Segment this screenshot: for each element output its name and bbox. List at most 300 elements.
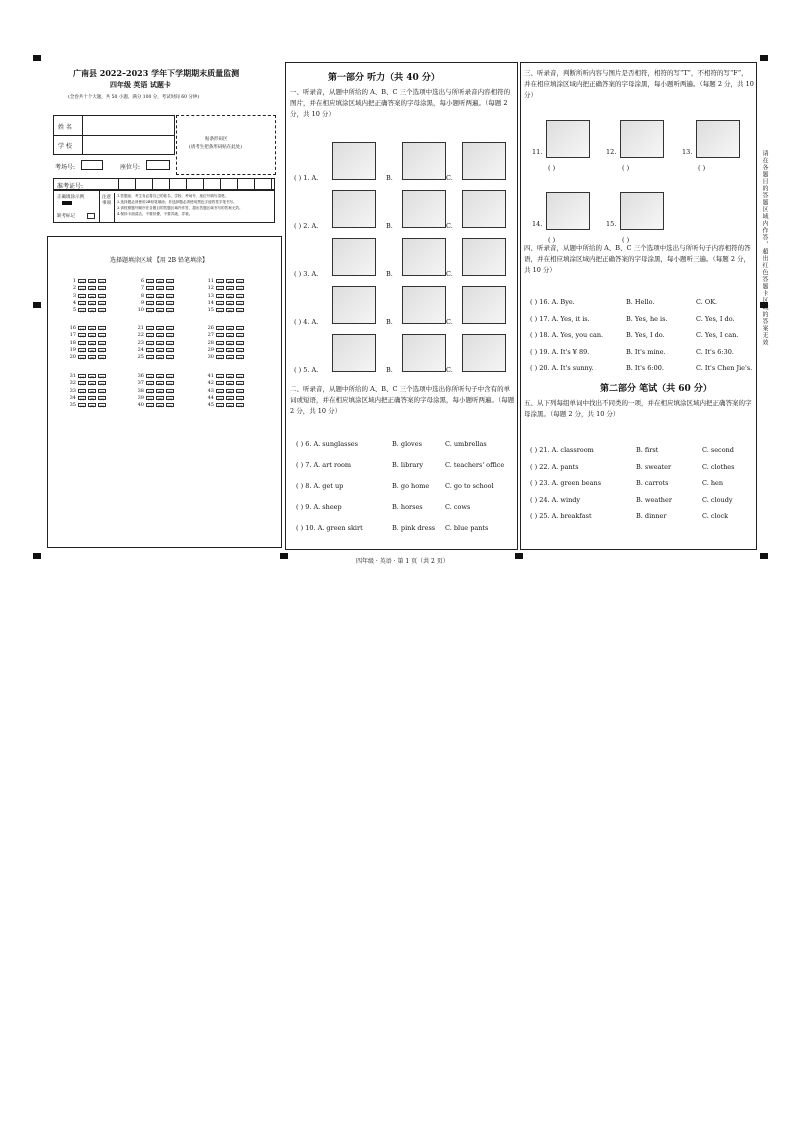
option-letter: B.: [386, 366, 393, 374]
question-number: 5: [72, 307, 76, 314]
picture-option-4-b: [402, 286, 446, 324]
question-20: ( ) 20. A. It's sunny.: [530, 364, 594, 372]
answer-bubble[interactable]: [A]: [79, 396, 85, 401]
option-c: C. go to school: [445, 482, 494, 490]
answer-bubble[interactable]: [A]: [217, 309, 223, 314]
question-number: 40: [137, 402, 144, 409]
question-number: 32: [69, 380, 76, 387]
answer-bubble[interactable]: [B]: [89, 382, 95, 387]
answer-bubble[interactable]: [C]: [99, 404, 105, 409]
question-number: 13: [207, 292, 214, 299]
question-number: 21: [137, 325, 144, 331]
answer-bubble[interactable]: [C]: [167, 404, 173, 409]
answer-bubble[interactable]: [A]: [79, 404, 85, 409]
answer-bubble[interactable]: [A]: [217, 301, 223, 306]
answer-bubble[interactable]: [B]: [227, 348, 233, 353]
answer-bubble[interactable]: [B]: [157, 334, 163, 339]
picture-14: [546, 192, 590, 230]
name-field[interactable]: [84, 118, 172, 133]
answer-bubble[interactable]: [A]: [79, 375, 85, 379]
question-number: 35: [69, 402, 76, 409]
answer-bubble[interactable]: [C]: [237, 389, 243, 394]
option-c: C. OK.: [696, 298, 718, 306]
answer-bubble[interactable]: [A]: [217, 280, 223, 284]
answer-bubble[interactable]: [C]: [237, 327, 243, 331]
answer-bubble[interactable]: [A]: [217, 404, 223, 409]
answer-bubble[interactable]: [A]: [79, 294, 85, 299]
answer-bubble[interactable]: [B]: [157, 356, 163, 361]
option-letter: C.: [446, 222, 453, 230]
school-label: 学 校: [58, 143, 72, 150]
section1-instructions: 一、听录音，从题中所给的 A、B、C 三个选项中选出与所听录音内容相符的图片，并在相应填涂区域内把正确答案的字母涂黑，每小题听两遍。（每题 2 分，共 10 分）: [290, 88, 511, 118]
answer-bubble[interactable]: [C]: [99, 301, 105, 306]
notes-box: [53, 190, 275, 223]
question-17: ( ) 17. A. Yes, it is.: [530, 314, 590, 323]
section2-instructions: 二、听录音，从题中所给的 A、B、C 三个选项中选出你所听句子中含有的单词或短语，并在相应填涂区域内把正确答案的字母涂黑，每小题听两遍。（每题 2 分，共 10 分）: [290, 385, 515, 415]
question-number: 11.: [532, 148, 543, 156]
exam-id-field[interactable]: [102, 179, 274, 189]
question-8: ( ) 8. A. get up: [296, 482, 344, 490]
question-number: 42: [207, 380, 214, 387]
answer-bubble[interactable]: [C]: [237, 341, 243, 346]
option-c: C. Yes, I do.: [696, 314, 735, 323]
option-b: B. sweater: [636, 462, 672, 471]
answer-bubble[interactable]: [C]: [237, 294, 243, 299]
answer-bubble[interactable]: [C]: [167, 301, 173, 306]
notes-list: 1.答题前，考生务必将自己的姓名、学校、考场号、座位号填写清楚。 2.选择题必须使用2B铅笔填涂；非选择题必须使用黑色字迹的签字笔书写。 3.请按照题号顺序在各题目的答题区域内作答，超出答题区域书写的答案无效。 4.保持卡面清洁，不要折叠，不要弄破、弄皱。: [117, 194, 243, 216]
registration-mark: [760, 55, 768, 61]
answer-bubble[interactable]: [C]: [99, 356, 105, 361]
question-number: 6: [140, 278, 144, 284]
answer-bubble[interactable]: [A]: [147, 294, 153, 299]
answer-bubble[interactable]: [B]: [227, 334, 233, 339]
answer-bubble[interactable]: [A]: [147, 327, 153, 331]
answer-bubble[interactable]: [A]: [79, 334, 85, 339]
page-title: 广南县 2022–2023 学年下学期期末质量监测: [73, 68, 240, 78]
barcode-note: (请考生把条形码贴在此处): [189, 145, 243, 150]
answer-bubble[interactable]: [A]: [79, 309, 85, 314]
answer-bubble[interactable]: [C]: [99, 396, 105, 401]
answer-bubble[interactable]: [B]: [227, 301, 233, 306]
picture-13: [696, 120, 740, 158]
exam-id-label: 准考证号:: [57, 183, 84, 190]
answer-bubble[interactable]: [C]: [167, 309, 173, 314]
answer-bubble[interactable]: [B]: [157, 404, 163, 409]
question-23: ( ) 23. A. green beans: [530, 479, 602, 487]
question-number: 26: [207, 325, 214, 331]
option-b: B. Yes, he is.: [626, 314, 668, 323]
answer-bubble[interactable]: [C]: [99, 309, 105, 314]
question-number: 7: [140, 285, 144, 292]
picture-option-3-c: [462, 238, 506, 276]
answer-bubble[interactable]: [C]: [167, 280, 173, 284]
answer-bubble[interactable]: [A]: [79, 356, 85, 361]
answer-bubble[interactable]: [B]: [157, 382, 163, 387]
question-number: 36: [137, 373, 144, 379]
answer-bubble[interactable]: [C]: [99, 287, 105, 292]
option-letter: B.: [386, 174, 393, 182]
question-6: ( ) 6. A. sunglasses: [296, 440, 358, 448]
answer-bubble[interactable]: [A]: [147, 404, 153, 409]
q5-label: ( ) 5. A.: [294, 366, 319, 374]
answer-bubble[interactable]: [B]: [157, 375, 163, 379]
question-22: ( ) 22. A. pants: [530, 462, 579, 471]
answer-bubble[interactable]: [A]: [147, 375, 153, 379]
barcode-area: [176, 115, 276, 175]
question-number: 8: [140, 292, 144, 299]
question-number: 39: [137, 394, 144, 401]
question-number: 22: [137, 332, 144, 339]
option-c: C. blue pants: [445, 524, 489, 532]
answer-bubble[interactable]: [A]: [217, 389, 223, 394]
page-subtitle: 四年级 英语 试题卡: [110, 80, 171, 89]
answer-bubble[interactable]: [C]: [237, 382, 243, 387]
answer-bubble[interactable]: [A]: [217, 348, 223, 353]
absent-label: 缺考标记: [57, 214, 75, 219]
answer-bubble[interactable]: [A]: [217, 396, 223, 401]
answer-bubble[interactable]: [A]: [147, 389, 153, 394]
question-number: 11: [207, 278, 214, 284]
side-note: 请在各题目的答题区域内作答，超出红色答题卡区域的答案无效: [761, 150, 768, 346]
answer-bubble[interactable]: [C]: [167, 334, 173, 339]
answer-bubble[interactable]: [A]: [79, 348, 85, 353]
picture-option-2-b: [402, 190, 446, 228]
question-number: 24: [137, 346, 144, 353]
answer-bubble[interactable]: [C]: [167, 287, 173, 292]
name-label: 姓 名: [58, 124, 72, 131]
answer-bubble[interactable]: [B]: [157, 287, 163, 292]
answer-bubble[interactable]: [B]: [89, 341, 95, 346]
question-24: ( ) 24. A. windy: [530, 495, 581, 504]
answer-bubble[interactable]: [C]: [237, 280, 243, 284]
question-number: 16: [69, 325, 76, 331]
question-number: 41: [207, 373, 214, 379]
picture-option-1-c: [462, 142, 506, 180]
seatno-label: 座位号:: [120, 164, 141, 171]
question-number: 2: [72, 285, 76, 292]
option-b: B. pink dress: [392, 524, 436, 532]
answer-bubble[interactable]: [B]: [227, 280, 233, 284]
answer-blank[interactable]: ( ): [698, 164, 706, 172]
answer-bubble[interactable]: [C]: [167, 348, 173, 353]
filled-bubble-icon: [62, 201, 72, 205]
answer-bubble[interactable]: [A]: [79, 389, 85, 394]
answer-bubble[interactable]: [C]: [237, 356, 243, 361]
part1-title: 第一部分 听力（共 40 分）: [328, 73, 440, 83]
picture-option-1-b: [402, 142, 446, 180]
question-7: ( ) 7. A. art room: [296, 461, 352, 469]
answer-bubble[interactable]: [C]: [237, 404, 243, 409]
seat-field[interactable]: [81, 160, 103, 170]
picture-option-5-c: [462, 334, 506, 372]
answer-bubble[interactable]: [B]: [89, 294, 95, 299]
answer-bubble[interactable]: [A]: [147, 341, 153, 346]
option-letter: B.: [386, 318, 393, 326]
question-number: 20: [69, 354, 76, 361]
question-number: 30: [207, 354, 214, 361]
answer-bubble[interactable]: [A]: [147, 348, 153, 353]
option-c: C. cloudy: [702, 495, 733, 504]
answer-bubble[interactable]: [B]: [157, 294, 163, 299]
question-number: 12.: [606, 148, 617, 156]
answer-bubble[interactable]: [C]: [99, 375, 105, 379]
question-number: 19: [69, 346, 76, 353]
question-number: 18: [69, 339, 76, 346]
answer-bubble[interactable]: [A]: [217, 356, 223, 361]
question-number: 45: [207, 402, 214, 409]
question-number: 1: [72, 278, 76, 284]
picture-option-2-c: [462, 190, 506, 228]
seat-label: 考场号:: [55, 164, 76, 171]
option-c: C. teachers' office: [445, 461, 505, 469]
answer-bubble[interactable]: [B]: [89, 348, 95, 353]
question-number: 29: [207, 346, 214, 353]
page-footer: 四年级 · 英语 · 第 1 页（共 2 页）: [356, 558, 449, 565]
answer-bubble[interactable]: [B]: [89, 356, 95, 361]
option-b: B. first: [636, 446, 659, 454]
question-number: 44: [207, 394, 214, 401]
answer-bubble[interactable]: [C]: [237, 301, 243, 306]
answer-bubble[interactable]: [A]: [147, 309, 153, 314]
answer-bubble[interactable]: [B]: [227, 309, 233, 314]
answer-bubble[interactable]: [B]: [89, 389, 95, 394]
answer-bubble[interactable]: [C]: [167, 356, 173, 361]
answer-bubble[interactable]: [B]: [157, 396, 163, 401]
option-c: C. second: [702, 446, 734, 454]
answer-bubble[interactable]: [C]: [237, 396, 243, 401]
answer-bubble[interactable]: [C]: [99, 389, 105, 394]
question-number: 14: [207, 299, 214, 306]
answer-bubble[interactable]: [C]: [237, 309, 243, 314]
answer-bubble[interactable]: [A]: [217, 294, 223, 299]
q4-label: ( ) 4. A.: [294, 318, 319, 326]
option-b: B. carrots: [636, 479, 669, 487]
answer-bubble[interactable]: [B]: [157, 389, 163, 394]
option-c: C. hen: [702, 479, 724, 487]
answer-bubble[interactable]: [C]: [237, 334, 243, 339]
answer-bubble[interactable]: [B]: [89, 404, 95, 409]
answer-bubble[interactable]: [C]: [99, 341, 105, 346]
answer-bubble[interactable]: [B]: [157, 348, 163, 353]
question-number: 15: [207, 307, 214, 314]
answer-bubble[interactable]: [B]: [89, 287, 95, 292]
option-c: C. It's 6:30.: [696, 347, 734, 356]
answer-bubble[interactable]: [B]: [227, 327, 233, 331]
answer-bubble[interactable]: [B]: [89, 327, 95, 331]
answer-bubble[interactable]: [B]: [227, 404, 233, 409]
option-letter: C.: [446, 318, 453, 326]
option-c: C. clock: [702, 512, 729, 520]
question-21: ( ) 21. A. classroom: [530, 446, 594, 454]
option-letter: C.: [446, 270, 453, 278]
answer-bubble[interactable]: [B]: [157, 301, 163, 306]
answer-bubble[interactable]: [B]: [89, 301, 95, 306]
registration-mark: [33, 553, 41, 559]
answer-bubble[interactable]: [C]: [99, 382, 105, 387]
answer-bubble[interactable]: [A]: [147, 287, 153, 292]
registration-mark: [33, 302, 41, 308]
answer-blank[interactable]: ( ): [548, 164, 556, 172]
question-number: 28: [207, 339, 214, 346]
answer-bubble[interactable]: [B]: [227, 382, 233, 387]
info-box: [53, 115, 175, 155]
option-b: B. weather: [636, 495, 672, 504]
q3-label: ( ) 3. A.: [294, 270, 319, 278]
option-c: C. cows: [445, 503, 471, 511]
registration-mark: [760, 553, 768, 559]
answer-bubble[interactable]: [B]: [89, 334, 95, 339]
question-number: 34: [69, 394, 76, 401]
question-number: 33: [69, 387, 76, 394]
notes-label: 注意事项: [102, 195, 111, 206]
question-number: 12: [207, 285, 214, 292]
question-number: 13.: [682, 148, 693, 156]
picture-option-5-a: [332, 334, 376, 372]
option-b: B. library: [392, 461, 423, 469]
answer-bubble[interactable]: [B]: [157, 309, 163, 314]
answer-bubble[interactable]: [B]: [227, 294, 233, 299]
answer-blank[interactable]: ( ): [622, 236, 630, 244]
answer-bubble[interactable]: [C]: [99, 348, 105, 353]
q2-label: ( ) 2. A.: [294, 222, 319, 230]
answer-bubble[interactable]: [C]: [167, 382, 173, 387]
registration-mark: [33, 55, 41, 61]
answer-bubble[interactable]: [B]: [157, 341, 163, 346]
question-number: 37: [137, 380, 144, 387]
question-number: 25: [137, 354, 144, 361]
answer-bubble[interactable]: [C]: [167, 389, 173, 394]
question-number: 27: [207, 332, 214, 339]
absent-checkbox[interactable]: [87, 213, 95, 219]
question-number: 3: [72, 292, 76, 299]
answer-bubble[interactable]: [C]: [167, 375, 173, 379]
question-10: ( ) 10. A. green skirt: [296, 524, 363, 532]
option-b: B. gloves: [392, 440, 422, 448]
question-9: ( ) 9. A. sheep: [296, 503, 342, 511]
exam-note: (全卷共十个大题，共 50 小题，满分 100 分，考试时间 60 分钟): [68, 95, 200, 100]
answer-blank[interactable]: ( ): [622, 164, 630, 172]
answer-bubble[interactable]: [A]: [217, 287, 223, 292]
option-letter: C.: [446, 174, 453, 182]
answer-bubble[interactable]: [A]: [147, 356, 153, 361]
question-number: 9: [140, 299, 144, 306]
option-b: B. go home: [392, 482, 430, 490]
answer-bubble[interactable]: [A]: [79, 327, 85, 331]
answer-bubble[interactable]: [B]: [89, 375, 95, 379]
answer-bubble[interactable]: [B]: [157, 327, 163, 331]
option-c: C. umbrellas: [445, 440, 487, 448]
answer-bubble[interactable]: [A]: [147, 396, 153, 401]
fill-example-label: 正确填涂示例: [57, 195, 84, 200]
seatno-field[interactable]: [146, 160, 170, 170]
option-b: B. dinner: [636, 512, 667, 520]
option-letter: B.: [386, 222, 393, 230]
answer-bubble[interactable]: [A]: [79, 341, 85, 346]
answer-bubble[interactable]: [C]: [237, 287, 243, 292]
answer-bubble[interactable]: [A]: [147, 301, 153, 306]
answer-bubble[interactable]: [A]: [79, 287, 85, 292]
answer-bubble[interactable]: [A]: [147, 382, 153, 387]
question-16: ( ) 16. A. Bye.: [530, 298, 575, 306]
picture-option-3-b: [402, 238, 446, 276]
section3-instructions: 三、听录音，判断所听内容与图片是否相符，相符的写“T”，不相符的写“F”，并在相应填涂区域内把正确答案的字母涂黑，每小题听两遍。（每题 2 分，共 10 分）: [524, 69, 754, 99]
question-number: 38: [137, 387, 144, 394]
answer-bubble[interactable]: [A]: [147, 334, 153, 339]
picture-option-1-a: [332, 142, 376, 180]
picture-15: [620, 192, 664, 230]
answer-bubble[interactable]: [B]: [227, 356, 233, 361]
answer-bubble[interactable]: [C]: [237, 348, 243, 353]
question-number: 4: [72, 299, 76, 306]
option-b: B. It's mine.: [626, 347, 666, 356]
option-b: B. It's 6:00.: [626, 364, 664, 372]
answer-bubble[interactable]: [C]: [99, 327, 105, 331]
option-c: C. clothes: [702, 462, 735, 471]
answer-bubble[interactable]: [A]: [217, 375, 223, 379]
picture-option-3-a: [332, 238, 376, 276]
question-25: ( ) 25. A. breakfast: [530, 512, 592, 520]
picture-option-2-a: [332, 190, 376, 228]
question-number: 43: [207, 387, 214, 394]
answer-bubble[interactable]: [B]: [227, 375, 233, 379]
answer-bubble[interactable]: [B]: [227, 396, 233, 401]
answer-bubble[interactable]: [A]: [217, 334, 223, 339]
answer-bubble[interactable]: [A]: [217, 382, 223, 387]
registration-mark: [515, 553, 523, 559]
answer-bubble[interactable]: [C]: [99, 294, 105, 299]
picture-12: [620, 120, 664, 158]
barcode-label: 贴条形码区: [205, 137, 228, 142]
option-letter: C.: [446, 366, 453, 374]
answer-bubble[interactable]: [B]: [89, 280, 95, 284]
answer-bubble[interactable]: [B]: [227, 287, 233, 292]
answer-blank[interactable]: ( ): [548, 236, 556, 244]
question-number: 15.: [606, 220, 617, 228]
question-number: 23: [137, 339, 144, 346]
answer-bubble[interactable]: [C]: [167, 396, 173, 401]
answer-bubble[interactable]: [A]: [217, 327, 223, 331]
picture-option-4-c: [462, 286, 506, 324]
answer-bubble[interactable]: [C]: [167, 341, 173, 346]
answer-bubble[interactable]: [C]: [167, 294, 173, 299]
answer-bubble[interactable]: [C]: [99, 334, 105, 339]
answer-area-title: 选择题填涂区域 【用 2B 铅笔填涂】: [110, 257, 208, 264]
option-b: B. Yes, I do.: [626, 331, 665, 339]
question-18: ( ) 18. A. Yes, you can.: [530, 331, 604, 339]
answer-bubble[interactable]: [C]: [167, 327, 173, 331]
question-number: 31: [69, 373, 76, 379]
section4-instructions: 四、听录音，从题中所给的 A、B、C 三个选项中选出与所听句子内容相符的答语，并在相应填涂区域内把正确答案的字母涂黑，每小题听三遍。（每题 2 分，共 10 分）: [524, 244, 751, 274]
answer-bubble[interactable]: [A]: [147, 280, 153, 284]
answer-bubble[interactable]: [A]: [79, 280, 85, 284]
picture-11: [546, 120, 590, 158]
answer-bubble[interactable]: [C]: [99, 280, 105, 284]
answer-bubble[interactable]: [C]: [237, 375, 243, 379]
answer-bubble[interactable]: [B]: [227, 389, 233, 394]
answer-bubble[interactable]: [B]: [89, 396, 95, 401]
answer-bubble[interactable]: [A]: [217, 341, 223, 346]
section5-instructions: 五、从下列每组单词中找出不同类的一项，并在相应填涂区域内把正确答案的字母涂黑。（每题 2 分，共 10 分）: [524, 399, 752, 418]
answer-bubble[interactable]: [B]: [157, 280, 163, 284]
school-field[interactable]: [84, 137, 172, 152]
answer-bubble[interactable]: [B]: [89, 309, 95, 314]
answer-bubble[interactable]: [B]: [227, 341, 233, 346]
answer-bubble[interactable]: [A]: [79, 382, 85, 387]
question-19: ( ) 19. A. It's ¥ 89.: [530, 347, 590, 356]
registration-mark: [280, 553, 288, 559]
picture-option-5-b: [402, 334, 446, 372]
answer-bubble[interactable]: [A]: [79, 301, 85, 306]
